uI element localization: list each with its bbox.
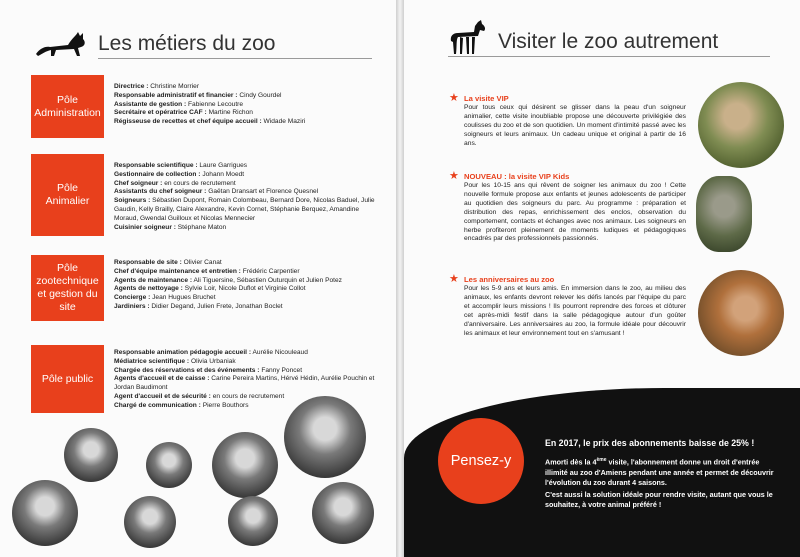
visit-section-title: La visite VIP [464, 94, 509, 103]
staff-names: Fanny Poncet [261, 366, 303, 374]
promo-headline: En 2017, le prix des abonnements baisse de 25% ! [545, 438, 755, 448]
promo-paragraph: Amorti dès la 4ème visite, l'abonnement donne un droit d'entrée illimité au zoo d'Amiens pendant une année et permet de découvrir l'évolution du zoo durant 4 saisons. [545, 457, 774, 487]
promo-body [545, 455, 775, 512]
staff-names: Aurélie Nicouleaud [252, 349, 308, 356]
staff-photo [312, 482, 374, 544]
staff-photo [284, 396, 366, 478]
staff-role: Assistants du chef soigneur : [114, 188, 207, 196]
visit-section-title: Les anniversaires au zoo [464, 275, 555, 284]
page-gutter [396, 0, 404, 557]
staff-names: Johann Moedt [202, 170, 245, 178]
staff-row [114, 277, 376, 286]
pole-label: Pôle Administration [31, 75, 104, 138]
staff-names: Jean Hugues Bruchet [152, 294, 216, 302]
staff-row [114, 109, 376, 118]
staff-row [114, 171, 376, 180]
staff-row [114, 349, 376, 358]
visit-section-text: Pour les 5-9 ans et leurs amis. En immersion dans le zoo, au milieu des animaux, les enfants devront relever les défis lancés par l'équipe du parc et accomplir leurs missions ! Ils pourront reprendre des forces et clôturer cet après-midi festif dans la salle pédagogique autour d'un goûter d'anniversaire. Les anniversaires au zoo, la formule idéale pour découvrir les animaux et leur environnement tout en s'amusant ! [464, 285, 686, 337]
pensez-y-badge: Pensez-y [438, 418, 524, 504]
staff-names: Frédéric Carpentier [242, 267, 300, 275]
staff-list [114, 259, 376, 312]
staff-role: Chargé de communication : [114, 401, 201, 409]
title-underline [448, 56, 770, 57]
staff-names: Sylvie Loir, Nicole Duflot et Virginie Collot [184, 285, 306, 293]
staff-photo [146, 442, 192, 488]
staff-role: Chargée des réservations et des événements : [114, 366, 260, 374]
staff-role: Agents d'accueil et de caisse : [114, 375, 210, 383]
staff-names: Didier Degand, Julien Frete, Jonathan Boclet [151, 302, 283, 310]
staff-row [114, 367, 376, 376]
staff-role: Responsable scientifique : [114, 162, 198, 169]
staff-row [114, 259, 376, 268]
visit-section-text: Pour tous ceux qui désirent se glisser dans la peau d'un soigneur animalier, cette visite inoubliable propose une découverte privilégiée des coulisses du zoo et de son quotidien. Un moment d'intimité passé avec les soigneurs et leurs animaux. Un cadeau unique et original à partir de 16 ans. [464, 104, 686, 147]
staff-role: Secrétaire et opératrice CAF : [114, 109, 207, 117]
left-page [0, 0, 396, 557]
staff-photo [124, 496, 176, 548]
staff-names: Widade Maziri [263, 118, 306, 126]
staff-names: en cours de recrutement [212, 392, 285, 400]
staff-photo [64, 428, 118, 482]
staff-row [114, 101, 376, 110]
staff-row [114, 118, 376, 127]
star-icon: ★ [449, 273, 459, 285]
staff-row [114, 268, 376, 277]
staff-role: Régisseuse de recettes et chef équipe accueil : [114, 118, 262, 126]
visit-section-text: Pour les 10-15 ans qui rêvent de soigner les animaux du zoo ! Cette nouvelle formule propose aux enfants et jeunes adolescents de participer au quotidien des soigneurs du parc. Au programme : préparation et distribution des repas, enrichissement des enclos, observation du comportement, contacts et échanges avec nos animaux. Les soigneurs en herbe profiteront pleinement de moments ludiques et pédagogiques encadrés par des professionnels passionnés. [464, 182, 686, 243]
staff-role: Cuisinier soigneur : [114, 223, 176, 231]
staff-row [114, 358, 376, 367]
staff-row [114, 83, 376, 92]
staff-role: Jardiniers : [114, 302, 150, 310]
staff-names: Laure Garrigues [199, 162, 248, 169]
staff-role: Concierge : [114, 294, 151, 302]
staff-role: Chef soigneur : [114, 179, 163, 187]
staff-names: Olivia Urbaniak [190, 357, 236, 365]
staff-role: Responsable animation pédagogie accueil : [114, 349, 252, 356]
title-underline [98, 58, 372, 59]
star-icon: ★ [449, 92, 459, 104]
staff-names: Carine Pereira Martins, Hérvé Hédin, Aurélie Pouchin et Jordan Baudimont [114, 375, 375, 392]
staff-photo [228, 496, 278, 546]
staff-row [114, 294, 376, 303]
staff-names: Stéphane Maton [177, 223, 227, 231]
visit-photo [696, 176, 752, 252]
staff-names: Ali Tiguersine, Sébastien Outurquin et Julien Potez [193, 276, 342, 284]
staff-row [114, 92, 376, 101]
zebra-silhouette-icon [448, 18, 488, 56]
staff-row [114, 303, 376, 312]
staff-role: Agents de nettoyage : [114, 285, 183, 293]
staff-row [114, 285, 376, 294]
pole-label: Pôle zootechnique et gestion du site [31, 255, 104, 321]
staff-role: Agents de maintenance : [114, 276, 193, 284]
page-title-right: Visiter le zoo autrement [498, 30, 719, 53]
pole-label: Pôle Animalier [31, 154, 104, 236]
staff-row [114, 375, 376, 393]
visit-photo [698, 270, 784, 356]
pole-label: Pôle public [31, 345, 104, 413]
staff-role: Assistante de gestion : [114, 100, 187, 108]
staff-role: Agent d'accueil et de sécurité : [114, 392, 211, 400]
staff-row [114, 180, 376, 189]
staff-list [114, 162, 376, 232]
staff-names: Gaëtan Dransart et Florence Quesnel [208, 188, 319, 196]
staff-names: Pierre Bouthors [202, 401, 249, 409]
staff-names: en cours de recrutement [164, 179, 236, 187]
staff-row [114, 197, 376, 223]
staff-role: Chef d'équipe maintenance et entretien : [114, 267, 241, 275]
staff-role: Médiatrice scientifique : [114, 357, 190, 365]
staff-role: Soigneurs : [114, 197, 151, 205]
staff-list [114, 83, 376, 127]
promo-paragraph: C'est aussi la solution idéale pour rendre visite, autant que vous le souhaitez, à votre animal préféré ! [545, 490, 773, 510]
staff-names: Fabienne Lecoutre [188, 100, 244, 108]
visit-photo [698, 82, 784, 168]
visit-section-title: NOUVEAU : la visite VIP Kids [464, 172, 570, 181]
staff-names: Cindy Gourdel [239, 91, 282, 99]
staff-role: Responsable administratif et financier : [114, 91, 238, 99]
staff-photo [12, 480, 78, 546]
staff-row [114, 188, 376, 197]
staff-names: Martine Richon [208, 109, 253, 117]
staff-role: Responsable de site : [114, 259, 182, 266]
staff-names: Olivier Canat [183, 259, 222, 266]
staff-role: Gestionnaire de collection : [114, 170, 201, 178]
staff-names: Sébastien Dupont, Romain Colombeau, Bernard Dore, Nicolas Baduel, Julie Gaudin, Kelly Brailly, Claire Alexandre, Kevin Cornet, Stéphanie Berquez, Amandine Moraud, Gwendal Guilloux et Nicolas Mennecier [114, 197, 375, 222]
staff-row [114, 162, 376, 171]
staff-photo [212, 432, 278, 498]
page-title-left: Les métiers du zoo [98, 32, 276, 55]
staff-names: Christine Morrier [150, 83, 200, 90]
star-icon: ★ [449, 170, 459, 182]
staff-row [114, 224, 376, 233]
staff-role: Directrice : [114, 83, 149, 90]
cat-silhouette-icon [34, 28, 88, 58]
